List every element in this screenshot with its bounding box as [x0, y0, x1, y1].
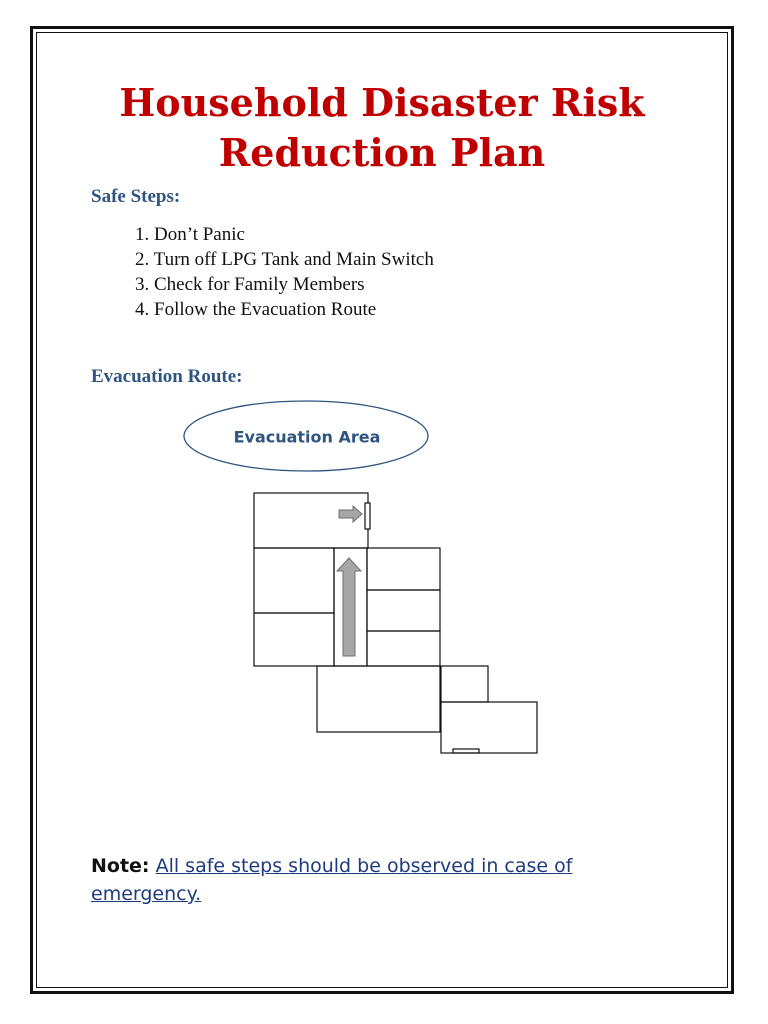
safe-step-item: 4. Follow the Evacuation Route [135, 299, 377, 320]
title-line-2: Reduction Plan [218, 130, 546, 175]
evacuation-route-heading: Evacuation Route: [91, 366, 243, 387]
note-text: All safe steps should be observed in case of emergency. [91, 855, 573, 905]
safe-step-item: 2. Turn off LPG Tank and Main Switch [135, 249, 434, 270]
evacuation-area-label: Evacuation Area [233, 427, 381, 447]
note-label: Note: [91, 855, 150, 877]
note [91, 852, 651, 908]
safe-steps-heading: Safe Steps: [91, 186, 181, 207]
safe-step-item: 3. Check for Family Members [135, 274, 365, 295]
document-title [36, 78, 728, 178]
safe-step-item: 1. Don’t Panic [135, 224, 245, 245]
title-line-1: Household Disaster Risk [119, 80, 645, 125]
safe-steps-list [135, 222, 434, 322]
